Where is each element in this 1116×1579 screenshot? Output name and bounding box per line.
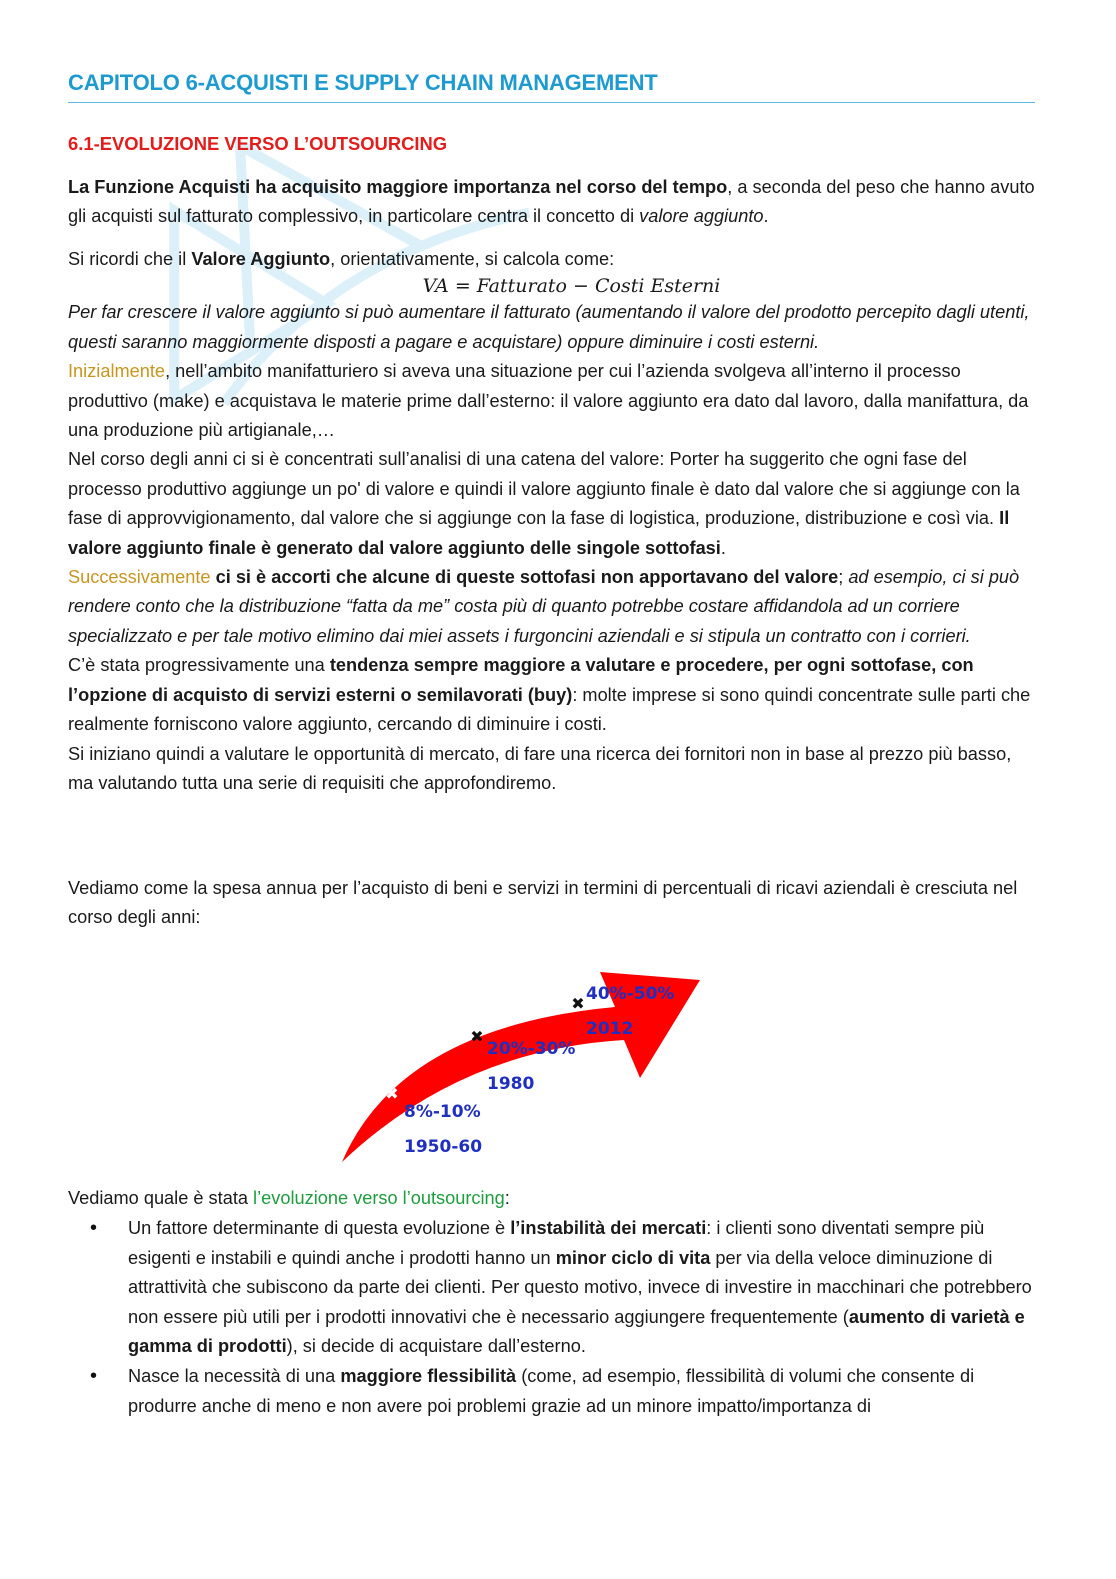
- value-added-paragraph: Si ricordi che il Valore Aggiunto, orientativamente, si calcola come: VA = Fatturato − Costi Esterni Per far crescere il valore aggiunto si può aumentare il fatturato (aumentando il valore del prodotto percepito dagli utenti, questi saranno maggiormente disposti a pagare e acquistare) oppure diminuire i costi esterni. Inizialmente, nell’ambito manifatturiero si aveva una situazione per cui l’azienda svolgeva all’interno il processo produttivo (make) e acquistava le materie prime dall’esterno: il valore aggiunto era dato dal lavoro, dalla manifattura, da una produzione più artigianale,… Nel corso degli anni ci si è concentrati sull’analisi di una catena del valore: Porter ha suggerito che ogni fase del processo produttivo aggiunge un po' di valore e quindi il valore aggiunto finale è dato dal valore che si aggiunge con la fase di approvvigionamento, dal valore che si aggiunge con la fase di logistica, produzione, distribuzione e così via. Il valore aggiunto finale è generato dal valore aggiunto delle singole sottofasi. Successivamente ci si è accorti che alcune di queste sottofasi non apportavano del valore; ad esempio, ci si può rendere conto che la distribuzione “fatta da me” costa più di quanto potrebbe costare affidandola ad un corriere specializzato e per tale motivo elimino dai miei assets i furgoncini aziendali e si stipula un contratto con i corrieri. C’è stata progressivamente una tendenza sempre maggiore a valutare e procedere, per ogni sottofase, con l’opzione di acquisto di servizi esterni o semilavorati (buy): molte imprese si sono quindi concentrate sulle parti che realmente forniscono valore aggiunto, cercando di diminuire i costi. Si iniziano quindi a valutare le opportunità di mercato, di fare una ricerca dei fornitori non in base al prezzo più basso, ma valutando tutta una serie di requisiti che approfondiremo.: [68, 245, 1035, 798]
- list-item: • Nasce la necessità di una maggiore flessibilità (come, ad esempio, flessibilità di volumi che consente di produrre anche di meno e non avere poi problemi grazie ad un minore impatto/importanza di: [68, 1362, 1035, 1421]
- percent-label: 8%-10%: [404, 1102, 481, 1122]
- list-item: • Un fattore determinante di questa evoluzione è l’instabilità dei mercati: i clienti sono diventati sempre più esigenti e instabili e quindi anche i prodotti hanno un minor ciclo di vita per via della veloce diminuzione di attrattività che subiscono da parte dei clienti. Per questo motivo, invece di investire in macchinari che potrebbero non essere più utili per i prodotti innovativi che è necessario aggiungere frequentemente (aumento di varietà e gamma di prodotti), si decide di acquistare dall’esterno.: [68, 1214, 1035, 1362]
- market-paragraph: Si iniziano quindi a valutare le opportunità di mercato, di fare una ricerca dei fornitori non in base al prezzo più basso, ma valutando tutta una serie di requisiti che approfondiremo.: [68, 743, 1012, 793]
- point-marker: ✖: [385, 1086, 399, 1103]
- value-added-note: Per far crescere il valore aggiunto si può aumentare il fatturato (aumentando il valore del prodotto percepito dagli utenti, questi saranno maggiormente disposti a pagare e acquistare) oppure diminuire i costi esterni.: [68, 302, 1030, 352]
- spend-growth-paragraph: Vediamo come la spesa annua per l’acquisto di beni e servizi in termini di percentuali di ricavi aziendali è cresciuta nel corso degli anni:: [68, 878, 1018, 928]
- point-marker: ✖: [571, 996, 585, 1013]
- chapter-title: CAPITOLO 6-ACQUISTI E SUPPLY CHAIN MANAGEMENT: [68, 70, 1035, 103]
- spend-growth-chart: [330, 932, 710, 1164]
- percent-label: 20%-30%: [487, 1039, 576, 1059]
- outsourcing-intro: Vediamo quale è stata l’evoluzione verso l’outsourcing:: [68, 1188, 510, 1208]
- intro-paragraph: La Funzione Acquisti ha acquisito maggiore importanza nel corso del tempo, a seconda del peso che hanno avuto gli acquisti sul fatturato complessivo, in particolare centra il concetto di valore aggiunto.: [68, 177, 1035, 227]
- section-title: 6.1-EVOLUZIONE VERSO L’OUTSOURCING: [68, 133, 448, 154]
- period-label: 1980: [487, 1074, 535, 1094]
- period-label: 2012: [586, 1019, 634, 1039]
- porter-paragraph: Nel corso degli anni ci si è concentrati sull’analisi di una catena del valore: Porter ha suggerito che ogni fase del processo produttivo aggiunge un po' di valore e quindi il valore aggiunto finale è dato dal valore che si aggiunge con la fase di approvvigionamento, dal valore che si aggiunge con la fase di logistica, produzione, distribuzione e così via. Il valore aggiunto finale è generato dal valore aggiunto delle singole sottofasi.: [68, 449, 1020, 558]
- chart-svg: [330, 932, 710, 1164]
- initially-paragraph: Inizialmente, nell’ambito manifatturiero si aveva una situazione per cui l’azienda svolgeva all’interno il processo produttivo (make) e acquistava le materie prime dall’esterno: il valore aggiunto era dato dal lavoro, dalla manifattura, da una produzione più artigianale,…: [68, 361, 1029, 441]
- point-marker: ✖: [470, 1029, 484, 1046]
- subsequently-paragraph: Successivamente ci si è accorti che alcune di queste sottofasi non apportavano del valore; ad esempio, ci si può rendere conto che la distribuzione “fatta da me” costa più di quanto potrebbe costare affidandola ad un corriere specializzato e per tale motivo elimino dai miei assets i furgoncini aziendali e si stipula un contratto con i corrieri.: [68, 567, 1020, 646]
- period-label: 1950-60: [404, 1137, 483, 1157]
- percent-label: 40%-50%: [586, 984, 675, 1004]
- outsourcing-bullets: [68, 1214, 1035, 1421]
- value-added-formula: VA = Fatturato − Costi Esterni: [422, 275, 721, 298]
- trend-paragraph: C’è stata progressivamente una tendenza sempre maggiore a valutare e procedere, per ogni sottofase, con l’opzione di acquisto di servizi esterni o semilavorati (buy): molte imprese si sono quindi concentrate sulle parti che realmente forniscono valore aggiunto, cercando di diminuire i costi.: [68, 655, 1031, 735]
